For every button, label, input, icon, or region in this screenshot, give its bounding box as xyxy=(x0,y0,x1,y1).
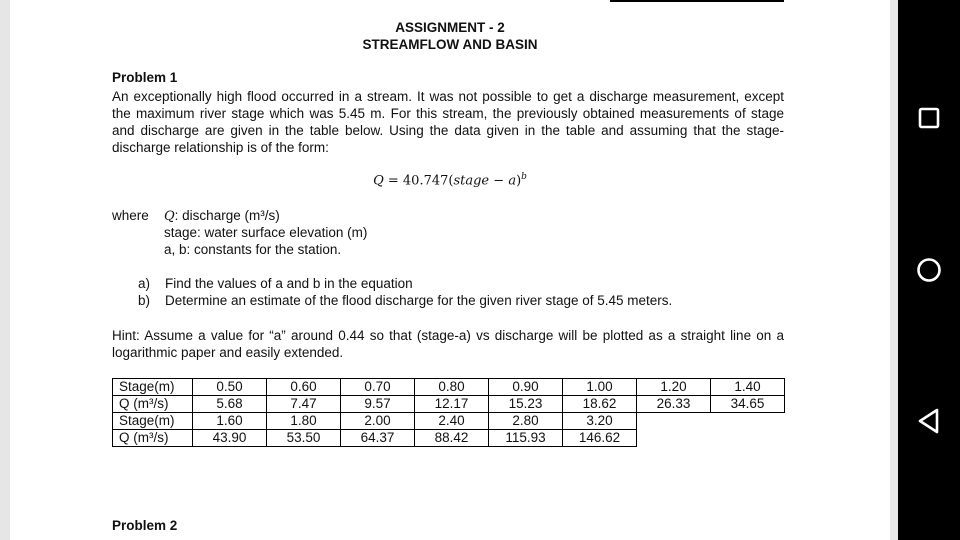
android-nav-bar xyxy=(898,0,960,540)
table-row xyxy=(113,413,785,430)
table-cell: 1.80 xyxy=(267,413,341,430)
table-row-header: Q (m³/s) xyxy=(113,396,193,413)
task-a-marker: a) xyxy=(138,276,151,291)
problem1-heading: Problem 1 xyxy=(112,70,178,85)
table-cell: 2.00 xyxy=(341,413,415,430)
assignment-subtitle: STREAMFLOW AND BASIN xyxy=(362,37,538,52)
table-cell: 2.40 xyxy=(415,413,489,430)
eq-a: a xyxy=(508,173,517,189)
eq-minus: − xyxy=(489,173,509,189)
table-cell: 88.42 xyxy=(415,430,489,447)
hint-paragraph: Hint: Assume a value for “a” around 0.44 so that (stage-a) vs discharge will be plotted as a straight line on a logarithmic paper and easily extended. xyxy=(112,328,784,360)
table-row-header: Q (m³/s) xyxy=(113,430,193,447)
table-cell: 18.62 xyxy=(563,396,637,413)
table-cell: 15.23 xyxy=(489,396,563,413)
circle-icon xyxy=(915,256,943,284)
task-a-text: Find the values of a and b in the equation xyxy=(165,276,413,291)
table-row-header: Stage(m) xyxy=(113,379,193,396)
table-cell: 34.65 xyxy=(711,396,785,413)
eq-exponent: b xyxy=(521,172,527,182)
table-row-header: Stage(m) xyxy=(113,413,193,430)
where-ab-definition: a, b: constants for the station. xyxy=(164,242,342,257)
table-row xyxy=(113,379,785,396)
stage-discharge-table xyxy=(112,378,785,447)
table-cell: 0.50 xyxy=(193,379,267,396)
back-button[interactable] xyxy=(914,406,944,436)
where-q-symbol: Q xyxy=(164,209,175,224)
task-b xyxy=(138,293,672,308)
table-cell: 2.80 xyxy=(489,413,563,430)
right-gutter xyxy=(890,0,898,540)
where-q-text: : discharge (m³/s) xyxy=(174,208,280,223)
table-cell: 0.90 xyxy=(489,379,563,396)
left-margin xyxy=(0,0,10,540)
document-page[interactable] xyxy=(10,0,890,540)
task-a xyxy=(138,276,413,291)
where-stage-definition: stage: water surface elevation (m) xyxy=(164,225,368,240)
eq-coefficient: = 40.747( xyxy=(383,173,454,189)
stage-discharge-equation xyxy=(10,172,890,188)
home-button[interactable] xyxy=(914,255,944,285)
problem2-text-cutoff xyxy=(112,534,772,540)
table-empty-cell xyxy=(637,413,711,430)
table-cell: 115.93 xyxy=(489,430,563,447)
table-cell: 5.68 xyxy=(193,396,267,413)
task-b-text: Determine an estimate of the flood discharge for the given river stage of 5.45 meters. xyxy=(165,293,673,308)
table-empty-cell xyxy=(637,430,711,447)
table-row xyxy=(113,430,785,447)
table-cell: 43.90 xyxy=(193,430,267,447)
table-cell: 1.60 xyxy=(193,413,267,430)
where-q-definition xyxy=(164,208,280,224)
problem1-paragraph: An exceptionally high flood occurred in a stream. It was not possible to get a discharge measurement, except the maximum river stage which was 5.45 m. For this stream, the previously obtained measurements of stage and discharge are given in the table below. Using the data given in the table and assuming that the stage-discharge relationship is of the form: xyxy=(112,89,784,155)
square-icon xyxy=(917,106,941,130)
table-cell: 3.20 xyxy=(563,413,637,430)
table-cell: 26.33 xyxy=(637,396,711,413)
table-row xyxy=(113,396,785,413)
eq-close: ) xyxy=(516,173,522,189)
problem2-heading: Problem 2 xyxy=(112,518,178,533)
table-cell: 1.00 xyxy=(563,379,637,396)
table-empty-cell xyxy=(711,430,785,447)
header-rule xyxy=(610,0,784,2)
table-cell: 7.47 xyxy=(267,396,341,413)
task-b-marker: b) xyxy=(138,293,151,308)
table-cell: 1.20 xyxy=(637,379,711,396)
table-empty-cell xyxy=(711,413,785,430)
table-cell: 0.60 xyxy=(267,379,341,396)
table-cell: 146.62 xyxy=(563,430,637,447)
table-cell: 64.37 xyxy=(341,430,415,447)
table-cell: 53.50 xyxy=(267,430,341,447)
table-cell: 0.80 xyxy=(415,379,489,396)
table-cell: 9.57 xyxy=(341,396,415,413)
triangle-back-icon xyxy=(916,407,942,435)
eq-stage: stage xyxy=(453,173,490,189)
table-cell: 12.17 xyxy=(415,396,489,413)
table-cell: 0.70 xyxy=(341,379,415,396)
table-cell: 1.40 xyxy=(711,379,785,396)
recent-apps-button[interactable] xyxy=(914,103,944,133)
assignment-title: ASSIGNMENT - 2 xyxy=(395,20,505,35)
eq-q: Q xyxy=(373,173,384,189)
where-label: where xyxy=(112,208,149,223)
